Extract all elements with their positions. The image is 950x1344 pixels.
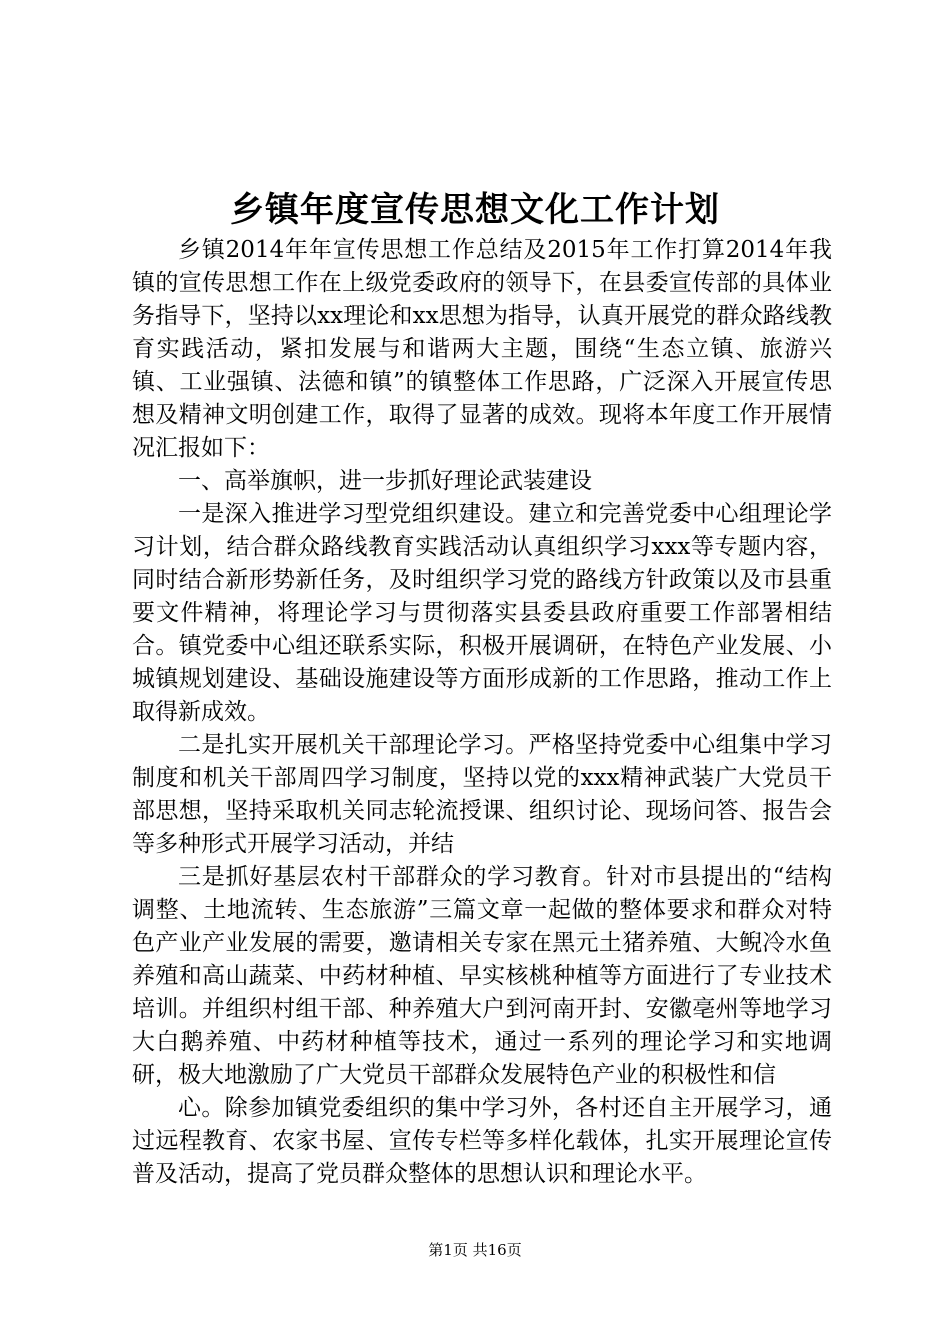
section-heading-1: 一、高举旗帜，进一步抓好理论武装建设 xyxy=(178,468,592,494)
paragraph-intro: 乡镇2014年年宣传思想工作总结及2015年工作打算2014年我镇的宣传思想工作在上级党委政府的领导下，在县委宣传部的具体业务指导下，坚持以xx理论和xx思想为指导，认真开展党的群众路线教育实践活动，紧扣发展与和谐两大主题，围绕“生态立镇、旅游兴镇、工业强镇、法德和镇”的镇整体工作思路，广泛深入开展宣传思想及精神文明创建工作，取得了显著的成效。现将本年度工作开展情况汇报如下： xyxy=(132,237,832,461)
document-body xyxy=(132,234,832,1191)
page-footer: 第1页 共16页 xyxy=(428,1241,522,1259)
paragraph-item-2: 二是扎实开展机关干部理论学习。严格坚持党委中心组集中学习制度和机关干部周四学习制度，坚持以党的xxx精神武装广大党员干部思想，坚持采取机关同志轮流授课、组织讨论、现场问答、报告会等多种形式开展学习活动，并结 xyxy=(132,732,832,857)
document-title: 乡镇年度宣传思想文化工作计划 xyxy=(230,190,720,230)
paragraph-item-1: 一是深入推进学习型党组织建设。建立和完善党委中心组理论学习计划，结合群众路线教育实践活动认真组织学习xxx等专题内容，同时结合新形势新任务，及时组织学习党的路线方针政策以及市县重要文件精神，将理论学习与贯彻落实县委县政府重要工作部署相结合。镇党委中心组还联系实际，积极开展调研，在特色产业发展、小城镇规划建设、基础设施建设等方面形成新的工作思路，推动工作上取得新成效。 xyxy=(132,501,832,725)
paragraph-continuation: 心。除参加镇党委组织的集中学习外，各村还自主开展学习，通过远程教育、农家书屋、宣传专栏等多样化载体，扎实开展理论宣传普及活动，提高了党员群众整体的思想认识和理论水平。 xyxy=(132,1095,832,1187)
paragraph-item-3: 三是抓好基层农村干部群众的学习教育。针对市县提出的“结构调整、土地流转、生态旅游”三篇文章一起做的整体要求和群众对特色产业产业发展的需要，邀请相关专家在黑元土猪养殖、大鲵冷水鱼养殖和高山蔬菜、中药材种植、早实核桃种植等方面进行了专业技术培训。并组织村组干部、种养殖大户到河南开封、安徽亳州等地学习大白鹅养殖、中药材种植等技术，通过一系列的理论学习和实地调研，极大地激励了广大党员干部群众发展特色产业的积极性和信 xyxy=(132,864,832,1088)
